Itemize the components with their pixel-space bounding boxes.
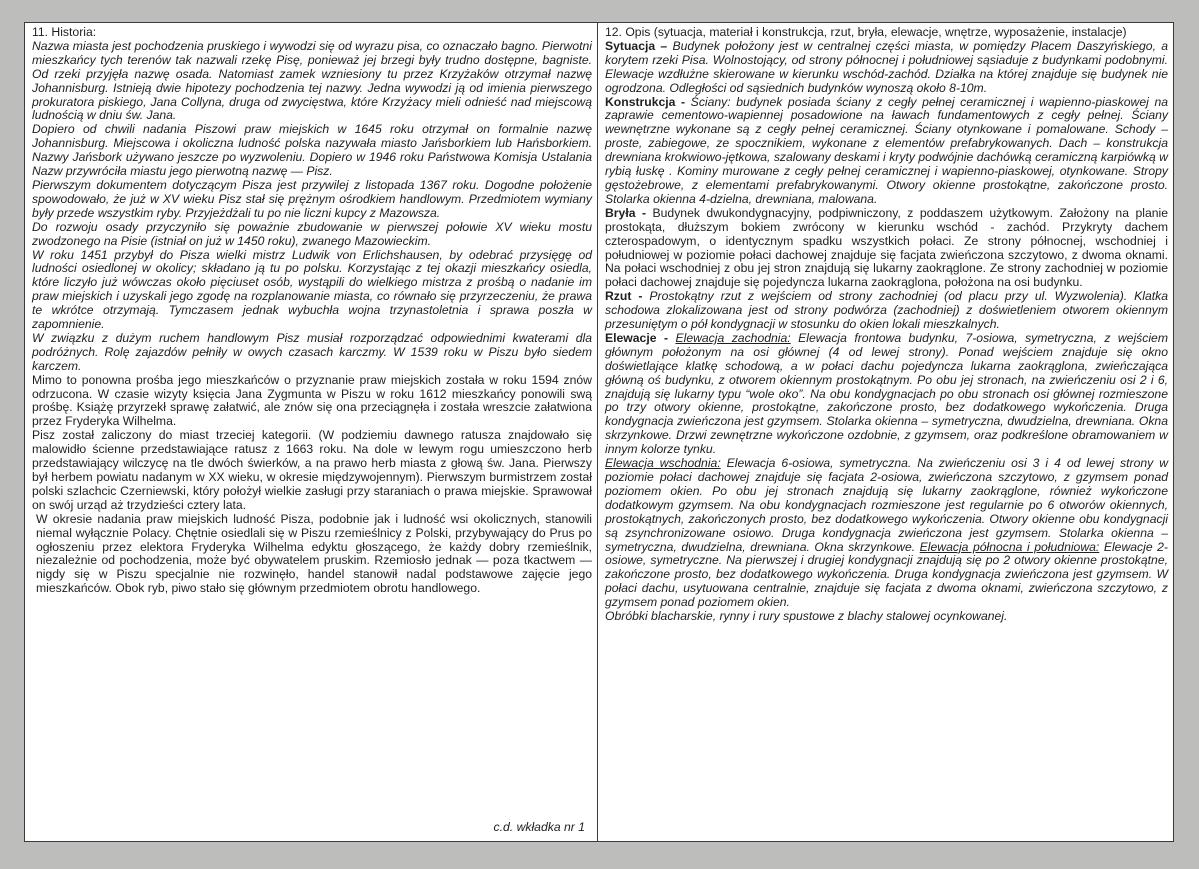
- description-column: [598, 23, 1173, 841]
- history-paragraph: W związku z dużym ruchem handlowym Pisz musiał rozporządzać odpowiednimi kwaterami dla podróżnych. Rolę zajazdów pełniły w owych czasach karczmy. W 1539 roku w Piszu było siedem karczem.: [32, 330, 592, 373]
- history-paragraph: Dopiero od chwili nadania Piszowi praw miejskich w 1645 roku otrzymał on formalnie nazwę Johannisburg. Miejscowa i okoliczna ludność polska nazywała miasto Jańsborkiem lub Hańsborkiem. Nazwy Jańsbork używano jeszcze po wyzwoleniu. Dopiero w 1946 roku Państwowa Komisja Ustalania Nazw przywróciła miastu jego pierwotną nazwę — Pisz.: [32, 122, 592, 179]
- section-bryla: [605, 207, 1168, 290]
- section-elewacje: [605, 332, 1168, 610]
- section-label: Rzut -: [605, 289, 643, 304]
- subsection-label: Elewacja wschodnia:: [605, 456, 721, 471]
- section-text: Prostokątny rzut z wejściem od strony zachodniej (od placu przy ul. Wyzwolenia). Klatka schodowa zlokalizowana jest od strony podwórza (zachodniej) z doświetleniem otworem okiennym przesuniętym o pół kondygnacji w stosunku do okien lokali mieszkalnych.: [605, 289, 1168, 332]
- subsection-label: Elewacja zachodnia:: [675, 330, 791, 345]
- continuation-note: c.d. wkładka nr 1: [493, 820, 585, 835]
- document-sheet: [24, 22, 1174, 842]
- history-paragraph: Do rozwoju osady przyczyniło się poważnie zbudowanie w pierwszej połowie XV wieku mostu zwodzonego na Pisie (istniał on już w 1450 roku), zwanego Mazowieckim.: [32, 219, 592, 248]
- section-text: Elewacje 2-osiowe, symetryczne. Na pierwszej i drugiej kondygnacji znajdują się po 2 otwory okienne prostokątne, zakończone prosto, bez dodatkowego wykończenia. Druga kondygnacja zwieńczona jest gzymsem. W połaci dachu, usytuowana centralnie, znajduje się facjata z dwoma oknami, zwieńczona szczytowo, z gzymsem ponad poziomem okien.: [605, 539, 1168, 610]
- section-text: Elewacja frontowa budynku, 7-osiowa, symetryczna, z wejściem głównym położonym na osi głównej (4 od lewej strony). Ponad wejściem znajduje się okno doświetlające klatkę schodową, a w połaci dachu pojedyncza lukarna zaokrąglona, zwieńczająca główną oś budynku, z otworem okiennym prostokątnym. Po obu jej stronach, na zwieńczeniu osi 2 i 6, znajdują się lukarny typu “wole oko”. Na obu kondygnacjach po obu stronach osi głównej rozmieszone po trzy otwory okienne, prostokątne, zakończone prosto, bez dodatkowego wykończenia. Druga kondygnacja zwieńczona jest gzymsem. Stolarka okienna – symetryczna, dwudzielna, drewniana. Okna skrzynkowe. Drzwi zewnętrzne wykończone ozdobnie, z gzymsem, oraz podkreślone obramowaniem w innym kolorze tynku.: [605, 330, 1168, 457]
- section-text: Budynek dwukondygnacyjny, podpiwniczony, z poddaszem użytkowym. Założony na planie prostokąta, dłuższym bokiem zwrócony w kierunku wschód - zachód. Przykryty dachem czterospadowym, o identycznym spadku wszystkich połaci. Ze strony północnej, wschodniej i południowej w poziomie połaci dachowej znajduje się facjata zwieńczona szczytowo, z dwoma oknami. Na połaci wschodniej z obu jej stron znajdują się lukarny zaokrąglone. Ze strony zachodniej w poziomie połaci dachowej znajduje się pojedyncza lukarna zaokrąglona, położona na osi budynku.: [605, 205, 1168, 290]
- section-text: Budynek położony jest w centralnej części miasta, w pomiędzy Placem Daszyńskiego, a korytem rzeki Pisa. Wolnostojący, od strony północnej i południowej sąsiaduje z budynkami podobnymi. Elewacje wzdłużne skierowane w kierunku wschód-zachód. Działka na której znajduje się budynek nie ogrodzona. Odległości od sąsiednich budynków wynoszą około 8-10m.: [605, 38, 1168, 95]
- history-heading: 11. Historia:: [32, 25, 97, 39]
- section-label: Bryła -: [605, 205, 647, 220]
- subsection-label: Elewacja północna i południowa:: [919, 539, 1100, 554]
- description-heading: 12. Opis (sytuacja, materiał i konstrukcja, rzut, bryła, elewacje, wnętrze, wyposażenie, instalacje): [605, 25, 1127, 39]
- section-text: Elewacja 6-osiowa, symetryczna. Na zwieńczeniu osi 3 i 4 od lewej strony w poziomie połaci dachowej znajduje się facjata 2-osiowa, zwieńczona szczytowo, z gzymsem ponad poziomem okien. Po obu jej stronach znajdują się lukarny zaokrąglone, również wykończone dodatkowym gzymsem. Na obu kondygnacjach rozmieszone jest regularnie po 6 otworów okiennych, prostokątnych, zakończonych prosto, bez dodatkowego wykończenia. Otwory okienne obu kondygnacji są zsynchronizowane osiowo. Druga kondygnacja zwieńczona jest gzymsem. Stolarka okienna – symetryczna, dwudzielna, drewniana. Okna skrzynkowe.: [605, 456, 1169, 554]
- section-sytuacja: [605, 40, 1168, 96]
- section-label: Konstrukcja -: [605, 94, 686, 109]
- section-label: Elewacje -: [605, 330, 669, 345]
- section-obrobki: Obróbki blacharskie, rynny i rury spustowe z blachy stalowej ocynkowanej.: [605, 609, 1008, 624]
- history-paragraph: Nazwa miasta jest pochodzenia pruskiego i wywodzi się od wyrazu pisa, co oznaczało bagno. Pierwotni mieszkańcy tych terenów tak nazwali rzekę Pisę, ponieważ jej brzegi były trudno dostępne, bagniste. Od rzeki przyjęła nazwę osada. Natomiast zamek wzniesiony tu przez Krzyżaków otrzymał nazwę Johannisburg. Istnieją dwie hipotezy pochodzenia tej nazwy. Jedna wywodzi ją od imienia pierwszego prokuratora piskiego, Jana Collyna, druga od zwycięstwa, które Krzyżacy mieli odnieść nad miejscową ludnością w dniu św. Jana.: [32, 38, 592, 123]
- history-paragraph: Pisz został zaliczony do miast trzeciej kategorii. (W podziemiu dawnego ratusza znajdowało się malowidło ścienne przedstawiające ratusz z 1663 roku. Na dole w lewym rogu umieszczono herb przedstawiający wilczycę na tle dwóch świerków, a na prawo herb miasta z głową św. Jana. Pierwszy był herbem powiatu nadanym w XX wieku, w okresie międzywojennym). Pierwszym burmistrzem został polski szlachcic Czerniewski, który położył wielkie zasługi przy staraniach o prawa miejskie. Sprawował on swój urząd aż trzydzieści cztery lata.: [32, 428, 592, 512]
- history-column: [25, 23, 598, 841]
- section-text: Ściany: budynek posiada ściany z cegły pełnej ceramicznej i wapienno-piaskowej na zaprawie cementowo-wapiennej posadowione na ławach fundamentowych z cegły pełnej. Ściany wewnętrzne wykonane są z cegły pełnej ceramicznej. Ściany otynkowane i pomalowane. Schody – proste, zabiegowe, ze spocznikiem, wykonane z elementów prefabrykowanych. Dach – konstrukcja drewniana krokwiowo-jętkowa, szalowany deskami i kryty podwójnie dachówką ceramiczną karpiówką w rybią łuskę . Kominy murowane z cegły pełnej ceramicznej i wapienno-piaskowej, otynkowane. Stropy gęstożebrowe, z elementami prefabrykowanymi. Otwory okienne prostokątne, zakończone prosto. Stolarka okienna 4-dzielna, drewniana, malowana.: [605, 94, 1168, 206]
- section-rzut: [605, 290, 1168, 332]
- history-paragraph: Mimo to ponowna prośba jego mieszkańców o przyznanie praw miejskich została w roku 1594 znów odrzucona. W czasie wizyty księcia Jana Zygmunta w Piszu w roku 1612 mieszkańcy ponowili swą prośbę. Książę przyrzekł sprawę załatwić, ale znów się ona przeciągnęła i została wreszcie załatwiona przez Fryderyka Wilhelma.: [32, 372, 592, 429]
- history-paragraph: W roku 1451 przybył do Pisza wielki mistrz Ludwik von Erlichshausen, by odebrać przysięgę od ludności osiedlonej w okolicy; składano ją tu po polsku. Korzystając z tej okazji mieszkańcy osiedla, które liczyło już wówczas około pięciuset osób, wystąpili do wielkiego mistrza z prośbą o nadanie im praw miejskich i uzyskali jego zgodę na rozplanowanie miasta, co równało się przyrzeczeniu, że prawa te wkrótce otrzymają. Tymczasem jednak wybuchła wojna trzynastoletnia i sprawa poszła w zapomnienie.: [32, 247, 592, 332]
- history-paragraph: Pierwszym dokumentem dotyczącym Pisza jest przywilej z listopada 1367 roku. Dogodne położenie spowodowało, że już w XV wieku Pisz stał się prężnym ośrodkiem handlowym. Przedmiotem wymiany były przede wszystkim ryby. Przyjeżdżali tu po nie liczni kupcy z Mazowsza.: [32, 177, 592, 220]
- section-konstrukcja: [605, 96, 1168, 207]
- section-label: Sytuacja –: [605, 38, 668, 53]
- history-paragraph: W okresie nadania praw miejskich ludność Pisza, podobnie jak i ludność wsi okolicznych, stanowili niemal wyłącznie Polacy. Chętnie osiedlali się w Piszu rzemieślnicy z Polski, przybywający do Prus po ogłoszeniu przez elektora Fryderyka Wilhelma edyktu głoszącego, że każdy dobry rzemieślnik, niezależnie od pochodzenia, może być obywatelem pruskim. Rzemiosło jednak — poza tkactwem — nigdy się w Piszu specjalnie nie rozwinęło, handel stanowił nadal podstawowe zajęcie jego mieszkańców. Obok ryb, piwo stało się głównym przedmiotem obrotu handlowego.: [36, 511, 592, 596]
